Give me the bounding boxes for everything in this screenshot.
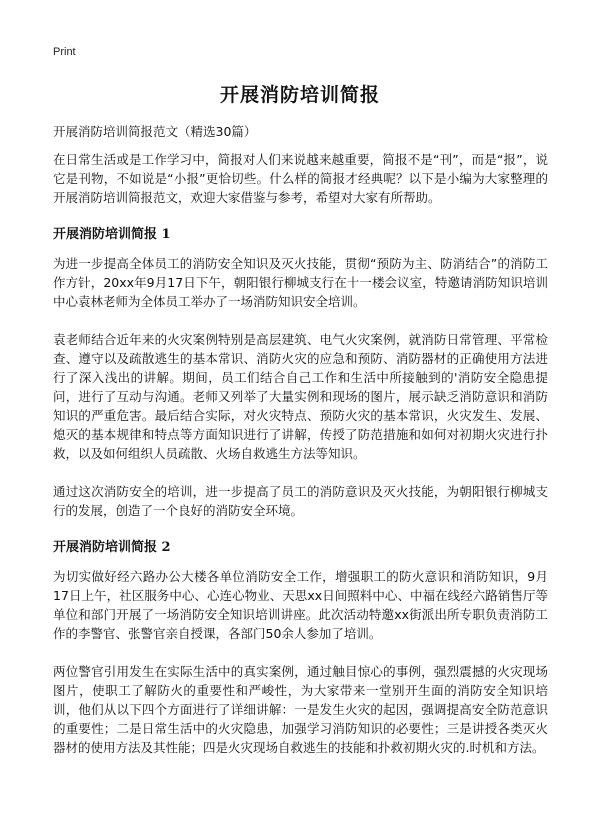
print-link[interactable]: Print xyxy=(53,46,76,58)
section-1 xyxy=(53,226,548,520)
intro-paragraph: 在日常生活或是工作学习中，简报对人们来说越来越重要，简报不是“刊”，而是“报”，说它是刊物，不如说是“小报”更恰切些。什么样的简报才经典呢？以下是小编为大家整理的开展消防培训简报范文，欢迎大家借鉴与参考，希望对大家有所帮助。 xyxy=(53,152,548,205)
section-paragraph: 通过这次消防安全的培训，进一步提高了员工的消防意识及灭火技能，为朝阳银行柳城支行的发展，创造了一个良好的消防安全环境。 xyxy=(53,484,548,518)
section-2 xyxy=(53,539,548,757)
document-title: 开展消防培训简报 xyxy=(219,84,380,106)
section-heading: 开展消防培训简报 2 xyxy=(53,540,171,555)
section-paragraph: 为进一步提高全体员工的消防安全知识及灭火技能，贯彻“预防为主、防消结合”的消防工作方针，20xx年9月17日下午，朝阳银行柳城支行在十一楼会议室，特邀请消防知识培训中心袁林老师为全体员工举办了一场消防知识安全培训。 xyxy=(53,256,548,309)
section-paragraph: 为切实做好经六路办公大楼各单位消防安全工作，增强职工的防火意识和消防知识，9月17日上午，社区服务中心、心连心物业、天思xx日间照料中心、中福在线经六路销售厅等单位和部门开展了一场消防安全知识培训讲座。此次活动特邀xx街派出所专职负责消防工作的李警官、张警官亲自授课，各部门50余人参加了培训。 xyxy=(53,569,548,641)
document-body xyxy=(53,150,548,776)
section-heading: 开展消防培训简报 1 xyxy=(53,227,171,242)
document-subtitle: 开展消防培训简报范文（精选30篇） xyxy=(53,124,257,139)
section-paragraph: 两位警官引用发生在实际生活中的真实案例，通过触目惊心的事例，强烈震撼的火灾现场图片，使职工了解防火的重要性和严峻性，为大家带来一堂别开生面的消防安全知识培训，他们从以下四个方面进行了详细讲解：一是发生火灾的起因，强调提高安全防范意识的重要性；二是日常生活中的火灾隐患，加强学习消防知识的必要性；三是讲授各类灭火器材的使用方法及其性能；四是火灾现场自救逃生的技能和扑救初期火灾的.时机和方法。 xyxy=(53,664,548,755)
section-paragraph: 袁老师结合近年来的火灾案例特别是高层建筑、电气火灾案例，就消防日常管理、平常检查、遵守以及疏散逃生的基本常识、消防火灾的应急和预防、消防器材的正确使用方法进行了深入浅出的讲解。期间，员工们结合自己工作和生活中所接触到的'消防安全隐患提问，进行了互动与沟通。老师又列举了大量实例和现场的图片，展示缺乏消防意识和消防知识的严重危害。最后结合实际，对火灾特点、预防火灾的基本常识，火灾发生、发展、熄灭的基本规律和特点等方面知识进行了讲解，传授了防范措施和如何对初期火灾进行扑救，以及如何组织人员疏散、火场自救逃生方法等知识。 xyxy=(53,332,548,461)
